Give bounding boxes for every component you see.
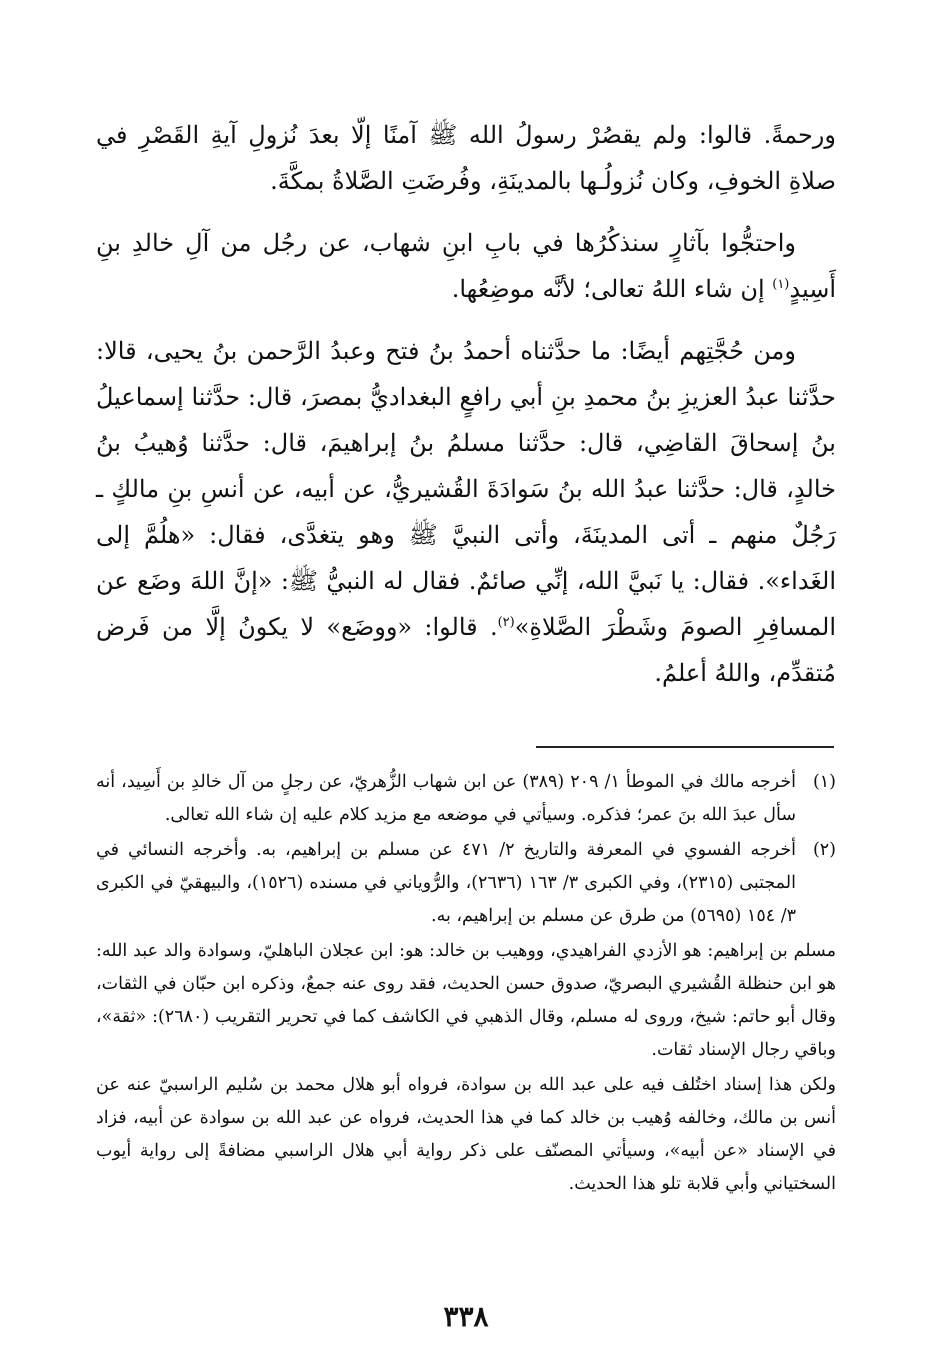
footnote-1-text: أخرجه مالك في الموطأ ١/ ٢٠٩ (٣٨٩) عن ابن شهاب الزُّهريّ، عن رجلٍ من آل خالدِ بن أَسِيد، أنه سأل عبدَ الله بنَ عمر؛ فذكره. وسيأتي في موضعه مع مزيد كلام عليه إن شاء الله تعالى. xyxy=(96,772,796,825)
footnote-2-text: أخرجه الفسوي في المعرفة والتاريخ ٢/ ٤٧١ عن مسلم بن إبراهيم، به. وأخرجه النسائي في المجتبى (٢٣١٥)، وفي الكبرى ٣/ ١٦٣ (٢٦٣٦)، والرُّوياني في مسنده (١٥٢٦)، والبيهقيّ في الكبرى ٣/ ١٥٤ (٥٦٩٥) من طرق عن مسلم بن إبراهيم، به. xyxy=(96,840,796,926)
footnote-1 xyxy=(96,766,836,832)
paragraph-2-text-a: واحتجُّوا بآثارٍ سنذكُرُها في بابِ ابنِ شهاب، عن رجُل من آلِ خالدِ بنِ أَسِيدٍ xyxy=(96,229,836,303)
footnote-separator-rule xyxy=(536,746,834,748)
footnote-1-number: (١) xyxy=(812,772,836,792)
footnote-marker-1: (١) xyxy=(772,277,790,292)
paragraph-2-text-b: إن شاء اللهُ تعالى؛ لأنَّه موضِعُها. xyxy=(451,275,773,303)
paragraph-3 xyxy=(96,328,836,696)
footnote-2 xyxy=(96,834,836,933)
footnote-marker-2: (٢) xyxy=(497,615,515,630)
paragraph-3-text-a: ومن حُجَّتِهم أيضًا: ما حدَّثناه أحمدُ بنُ فتح وعبدُ الرَّحمن بنُ يحيى، قالا: حدَّثنا عبدُ العزيزِ بنُ محمدِ بنِ أبي رافعٍ البغداديُّ بمصرَ، قال: حدَّثنا إسماعيلُ بنُ إسحاقَ القاضِي، قال: حدَّثنا مسلمُ بنُ إبراهيمَ، قال: حدَّثنا وُهيبُ بنُ خالدٍ، قال: حدَّثنا عبدُ الله بنُ سَوادَةَ القُشيريُّ، عن أبيه، عن أنسِ بنِ مالكٍ ـ رَجُلٌ منهم ـ أتى المدينَةَ، وأتى النبيَّ ﷺ وهو يتغدَّى، فقال: «هلُمَّ إلى الغَداء». فقال: يا نَبيَّ الله، إنِّي صائمٌ. فقال له النبيُّ ﷺ: «إنَّ اللهَ وضَع عن المسافِرِ الصومَ وشَطْرَ الصَّلاةِ» xyxy=(96,337,836,641)
main-text-block xyxy=(96,112,836,712)
paragraph-1 xyxy=(96,112,836,204)
paragraph-3-text-b: . قالوا: «ووضَع» لا يكونُ إلَّا من فَرض مُتقدِّم، واللهُ أعلمُ. xyxy=(96,613,836,687)
footnote-2-paragraph-2: مسلم بن إبراهيم: هو الأزدي الفراهيدي، ووهيب بن خالد: هو: ابن عجلان الباهليّ، وسوادة والد عبد الله: هو ابن حنظلة القُشيري البصريّ، صدوق حسن الحديث، فقد روى عنه جمعٌ، وذكره ابن حبّان في الثقات، وقال أبو حاتم: شيخ، وروى له مسلم، وقال الذهبي في الكاشف كما في تحرير التقريب (٢٦٨٠): «ثقة»، وباقي رجال الإسناد ثقات. xyxy=(96,941,836,1060)
page-number: ٣٣٨ xyxy=(443,1300,489,1333)
paragraph-1-text: ورحمةً. قالوا: ولم يقصُرْ رسولُ الله ﷺ آمنًا إلّا بعدَ نُزولِ آيةِ القَصْرِ في صلاةِ الخوفِ، وكان نُزولُـها بالمدينَةِ، وفُرضَتِ الصَّلاةُ بمكَّةَ. xyxy=(96,121,836,195)
footnotes-block xyxy=(96,766,836,1203)
footnote-2-number: (٢) xyxy=(812,840,836,860)
footnote-2-paragraph-3: ولكن هذا إسناد اختُلف فيه على عبد الله بن سوادة، فرواه أبو هلال محمد بن سُليم الراسبيّ عنه عن أنس بن مالك، وخالفه وُهيب بن خالد كما في هذا الحديث، فرواه عن عبد الله بن سوادة عن أبيه، فزاد في الإسناد «عن أبيه»، وسيأتي المصنّف على ذكر رواية أبي هلال الراسبي مضافةً إلى رواية أيوب السختياني وأبي قلابة تلو هذا الحديث. xyxy=(96,1075,836,1194)
paragraph-2 xyxy=(96,220,836,312)
